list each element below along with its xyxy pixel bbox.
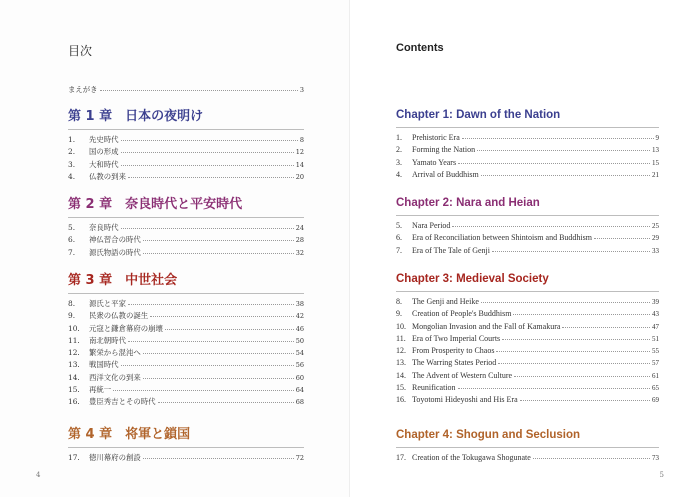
page-number-left: 4	[36, 471, 41, 479]
leader-dots	[458, 162, 650, 164]
toc-entry[interactable]	[396, 220, 659, 232]
entry-page-number: 14	[295, 160, 304, 169]
chapter-heading[interactable]: Chapter 2: Nara and Heian	[396, 194, 659, 216]
toc-entry[interactable]	[68, 347, 304, 359]
toc-entry[interactable]	[396, 169, 659, 181]
entry-number: 11.	[396, 333, 406, 343]
entry-number: 1.	[68, 135, 76, 144]
entry-page-number: 69	[652, 396, 659, 405]
toc-entry[interactable]	[68, 171, 304, 183]
entry-page-number: 68	[295, 398, 304, 407]
chapter-block	[396, 270, 659, 407]
entry-title: The Genji and Heike	[412, 297, 479, 306]
page-title-english: Contents	[396, 42, 444, 54]
entry-number: 10.	[68, 323, 80, 333]
leader-dots	[143, 239, 294, 241]
entry-number: 5.	[396, 221, 402, 230]
entry-title: 源氏と平家	[89, 299, 126, 308]
leader-dots	[594, 237, 650, 239]
chapter-heading[interactable]: Chapter 4: Shogun and Seclusion	[396, 426, 659, 448]
entry-page-number: 64	[295, 386, 304, 395]
leader-dots	[477, 149, 650, 151]
entry-page-number: 51	[652, 334, 659, 343]
entry-page-number: 9	[655, 134, 659, 142]
toc-entry[interactable]	[396, 357, 659, 369]
entry-number: 17.	[396, 453, 406, 462]
entry-page-number: 8	[299, 136, 304, 144]
entry-number: 4.	[68, 171, 76, 181]
entry-number: 13.	[396, 358, 406, 368]
toc-entry[interactable]	[396, 345, 659, 357]
entry-title: 奈良時代	[89, 223, 119, 232]
entry-page-number: 32	[295, 248, 304, 257]
entry-number: 15.	[68, 385, 80, 395]
leader-dots	[121, 364, 294, 366]
chapter-block	[396, 426, 659, 464]
entry-number: 9.	[68, 311, 76, 321]
entry-title: Prehistoric Era	[412, 133, 460, 142]
toc-entry[interactable]	[68, 335, 304, 347]
toc-entry[interactable]	[68, 159, 304, 171]
toc-entry[interactable]	[68, 298, 304, 310]
toc-entry[interactable]	[396, 321, 659, 333]
right-page	[350, 0, 700, 497]
entry-title: Arrival of Buddhism	[412, 169, 479, 179]
entry-number: 2.	[396, 145, 402, 155]
chapter-heading[interactable]: 第 3 章 中世社会	[68, 272, 304, 294]
toc-entry[interactable]	[396, 452, 659, 464]
page-number-right: 5	[659, 471, 664, 479]
leader-dots	[143, 457, 294, 459]
leader-dots	[128, 303, 294, 305]
leader-dots	[150, 315, 294, 317]
entry-title: Reunification	[412, 383, 456, 393]
leader-dots	[121, 151, 294, 153]
preface-row[interactable]	[68, 84, 304, 95]
entry-title: Forming the Nation	[412, 145, 476, 155]
entry-title: Creation of People's Buddhism	[412, 309, 512, 319]
toc-entry[interactable]	[68, 396, 304, 408]
entry-page-number: 24	[295, 224, 304, 232]
entry-title: 戦国時代	[89, 360, 119, 370]
leader-dots	[514, 375, 650, 377]
entry-title: 神仏習合の時代	[89, 235, 141, 245]
entry-title: 徳川幕府の創設	[89, 453, 141, 462]
entry-title: 再統一	[89, 385, 112, 395]
entry-number: 12.	[68, 348, 80, 358]
entry-page-number: 28	[295, 236, 304, 245]
toc-entry[interactable]	[396, 144, 659, 156]
chapter-block	[396, 106, 659, 181]
entry-title: From Prosperity to Chaos	[412, 346, 495, 356]
toc-entry[interactable]	[396, 333, 659, 345]
toc-entry[interactable]	[396, 232, 659, 244]
chapter-block	[68, 108, 304, 183]
entry-page-number: 12	[295, 148, 304, 157]
toc-entry[interactable]	[396, 132, 659, 144]
entry-page-number: 72	[295, 454, 304, 462]
entry-title: 元寇と鎌倉幕府の崩壊	[89, 323, 163, 333]
chapter-heading[interactable]: Chapter 1: Dawn of the Nation	[396, 106, 659, 128]
leader-dots	[121, 164, 294, 166]
leader-dots	[452, 225, 650, 227]
toc-entry[interactable]	[68, 146, 304, 158]
entry-page-number: 50	[295, 336, 304, 345]
entry-number: 2.	[68, 147, 76, 157]
entry-number: 1.	[396, 133, 402, 142]
leader-dots	[492, 250, 650, 252]
toc-entry[interactable]	[68, 372, 304, 384]
entry-page-number: 29	[652, 234, 659, 243]
leader-dots	[143, 352, 294, 354]
leader-dots	[520, 399, 650, 401]
entry-page-number: 13	[652, 146, 659, 155]
leader-dots	[121, 139, 298, 141]
toc-entry[interactable]	[68, 310, 304, 322]
chapter-heading[interactable]: Chapter 3: Medieval Society	[396, 270, 659, 292]
entry-page-number: 15	[652, 158, 659, 167]
entry-number: 5.	[68, 223, 76, 232]
entry-number: 16.	[68, 397, 80, 407]
entry-number: 11.	[68, 335, 80, 345]
entry-title: Creation of the Tokugawa Shogunate	[412, 453, 531, 462]
toc-entry[interactable]	[68, 222, 304, 234]
entry-number: 10.	[396, 321, 406, 331]
leader-dots	[562, 326, 650, 328]
entry-page-number: 39	[652, 298, 659, 306]
leader-dots	[165, 328, 294, 330]
entry-page-number: 60	[295, 373, 304, 382]
leader-dots	[158, 401, 294, 403]
entry-page-number: 56	[295, 361, 304, 370]
leader-dots	[502, 338, 650, 340]
leader-dots	[143, 377, 294, 379]
toc-entry[interactable]	[68, 323, 304, 335]
entry-title: 仏教の到来	[89, 171, 126, 181]
chapter-heading[interactable]: 第 2 章 奈良時代と平安時代	[68, 196, 304, 218]
entry-title: Yamato Years	[412, 157, 457, 167]
entry-page-number: 55	[652, 347, 659, 356]
entry-page-number: 54	[295, 349, 304, 358]
entry-number: 14.	[68, 372, 80, 382]
entry-title: 南北朝時代	[89, 335, 126, 345]
page-title-japanese: 目次	[68, 44, 93, 58]
entry-number: 3.	[396, 157, 402, 167]
preface-title: まえがき	[68, 85, 98, 94]
entry-number: 15.	[396, 383, 406, 393]
entry-number: 13.	[68, 360, 80, 370]
entry-page-number: 21	[652, 170, 659, 179]
chapter-block	[68, 196, 304, 259]
entry-page-number: 61	[652, 371, 659, 380]
entry-title: 民衆の仏教の誕生	[89, 311, 149, 321]
leader-dots	[481, 174, 650, 176]
entry-page-number: 47	[652, 322, 659, 331]
toc-entry[interactable]	[68, 234, 304, 246]
entry-title: 豊臣秀吉とその時代	[89, 397, 156, 407]
toc-entry[interactable]	[396, 394, 659, 406]
toc-entry[interactable]	[68, 359, 304, 371]
entry-number: 7.	[396, 245, 402, 255]
entry-title: Era of The Tale of Genji	[412, 245, 491, 255]
entry-number: 14.	[396, 370, 406, 380]
entry-title: The Advent of Western Culture	[412, 370, 513, 380]
entry-title: 国の形成	[89, 147, 119, 157]
entry-page-number: 38	[295, 300, 304, 308]
entry-page-number: 25	[652, 222, 659, 230]
toc-entry[interactable]	[396, 382, 659, 394]
entry-title: 繁栄から混沌へ	[89, 348, 141, 358]
entry-title: Era of Reconciliation between Shintoism and Buddhism	[412, 233, 592, 243]
leader-dots	[128, 340, 294, 342]
entry-number: 16.	[396, 395, 406, 405]
toc-entry[interactable]	[68, 452, 304, 464]
leader-dots	[100, 89, 298, 91]
leader-dots	[498, 362, 650, 364]
toc-entry[interactable]	[68, 384, 304, 396]
leader-dots	[143, 252, 294, 254]
entry-number: 4.	[396, 169, 402, 179]
toc-entry[interactable]	[396, 370, 659, 382]
toc-entry[interactable]	[396, 296, 659, 308]
entry-title: 西洋文化の到来	[89, 372, 141, 382]
entry-page-number: 73	[652, 454, 659, 462]
entry-page-number: 65	[652, 384, 659, 393]
chapter-heading[interactable]: 第 4 章 将軍と鎖国	[68, 426, 304, 448]
leader-dots	[113, 389, 294, 391]
entry-page-number: 57	[652, 359, 659, 368]
toc-entry[interactable]	[396, 308, 659, 320]
entry-title: 大和時代	[89, 159, 119, 169]
leader-dots	[462, 137, 654, 139]
entry-number: 8.	[396, 297, 402, 306]
entry-title: Mongolian Invasion and the Fall of Kamakura	[412, 321, 561, 331]
entry-page-number: 46	[295, 324, 304, 333]
entry-page-number: 43	[652, 310, 659, 319]
entry-page-number: 20	[295, 172, 304, 181]
entry-page-number: 33	[652, 246, 659, 255]
entry-number: 6.	[396, 233, 402, 243]
chapter-block	[396, 194, 659, 257]
entry-number: 6.	[68, 235, 76, 245]
entry-number: 17.	[68, 453, 80, 462]
entry-title: Nara Period	[412, 221, 451, 230]
entry-title: Era of Two Imperial Courts	[412, 333, 501, 343]
leader-dots	[533, 457, 650, 459]
entry-title: 源氏物語の時代	[89, 247, 141, 257]
entry-title: The Warring States Period	[412, 358, 497, 368]
entry-number: 7.	[68, 247, 76, 257]
chapter-block	[68, 272, 304, 409]
preface-page: 3	[299, 86, 304, 94]
leader-dots	[496, 350, 650, 352]
toc-entry[interactable]	[396, 245, 659, 257]
entry-title: 先史時代	[89, 135, 119, 144]
entry-number: 9.	[396, 309, 402, 319]
toc-entry[interactable]	[396, 157, 659, 169]
entry-title: Toyotomi Hideyoshi and His Era	[412, 395, 518, 405]
leader-dots	[128, 176, 294, 178]
leader-dots	[513, 313, 650, 315]
entry-number: 12.	[396, 346, 406, 356]
toc-entry[interactable]	[68, 134, 304, 146]
entry-number: 3.	[68, 159, 76, 169]
entry-number: 8.	[68, 299, 76, 308]
toc-entry[interactable]	[68, 247, 304, 259]
chapter-heading[interactable]: 第 1 章 日本の夜明け	[68, 108, 304, 130]
leader-dots	[481, 301, 650, 303]
chapter-block	[68, 426, 304, 464]
leader-dots	[458, 387, 650, 389]
leader-dots	[121, 227, 294, 229]
entry-page-number: 42	[295, 312, 304, 321]
